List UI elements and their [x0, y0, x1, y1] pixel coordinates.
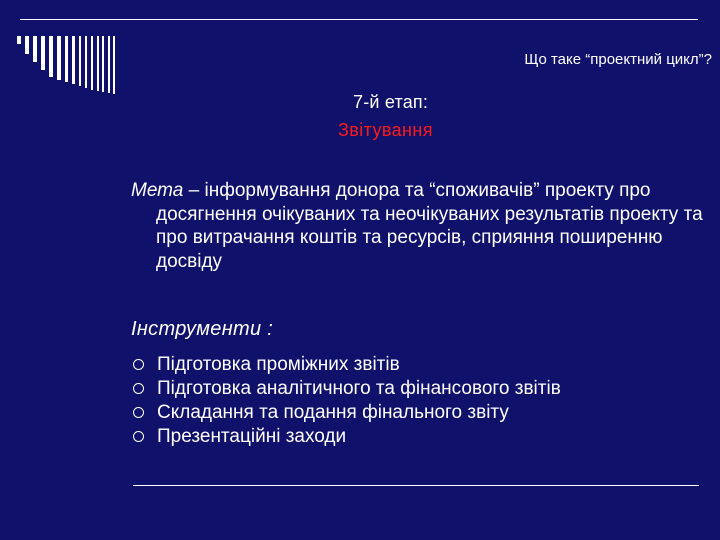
- goal-paragraph: [131, 179, 706, 273]
- hollow-circle-bullet-icon: [133, 359, 144, 370]
- list-item: [133, 353, 561, 377]
- goal-label: Мета: [131, 180, 184, 201]
- stage-title: 7-й етап:: [353, 92, 429, 112]
- hollow-circle-bullet-icon: [133, 407, 144, 418]
- hollow-circle-bullet-icon: [133, 383, 144, 394]
- tools-heading: Інструменти :: [131, 318, 274, 340]
- list-item: [133, 377, 561, 401]
- goal-text: – інформування донора та “споживачів” проекту про досягнення очікуваних та неочікуваних результатів проекту та про витрачання коштів та ресурсів, сприяння поширенню досвіду: [156, 180, 703, 272]
- list-item-text: Підготовка проміжних звітів: [157, 354, 400, 375]
- list-item-text: Складання та подання фінального звіту: [157, 402, 509, 423]
- list-item-text: Презентаційні заходи: [157, 426, 347, 447]
- stage-subtitle: Звітування: [338, 120, 433, 140]
- bottom-divider: [133, 485, 699, 486]
- tools-list: [133, 353, 561, 449]
- list-item: [133, 401, 561, 425]
- hollow-circle-bullet-icon: [133, 431, 144, 442]
- list-item-text: Підготовка аналітичного та фінансового звітів: [157, 378, 561, 399]
- slide-header-title: Що таке “проектний цикл”?: [524, 51, 712, 68]
- list-item: [133, 425, 561, 449]
- vertical-stripes-decoration: [0, 0, 140, 100]
